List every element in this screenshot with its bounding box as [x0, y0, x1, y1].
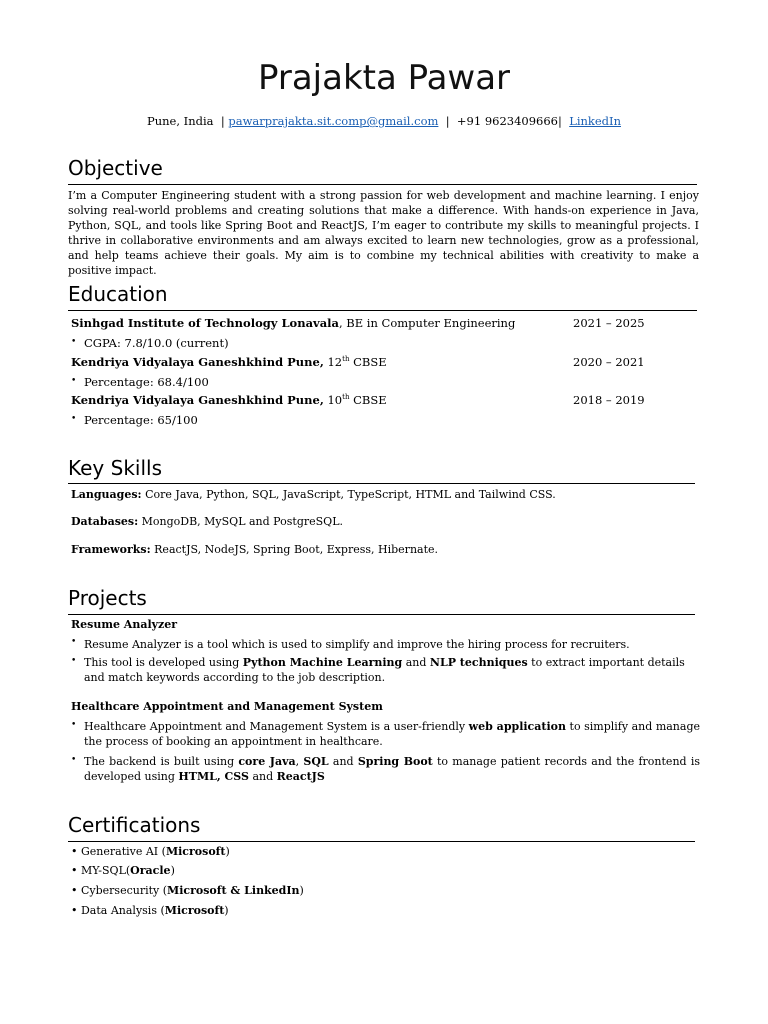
project-bullet: Resume Analyzer is a tool which is used to simplify and improve the hiring process for recruiters.	[84, 638, 630, 651]
bullet-icon: •	[71, 720, 77, 730]
text-bold: HTML, CSS	[178, 770, 249, 783]
degree-board: CBSE	[349, 393, 387, 407]
issuer: Microsoft	[164, 904, 225, 917]
education-heading: Education	[68, 282, 168, 306]
degree-board: CBSE	[349, 355, 387, 369]
education-detail: Percentage: 65/100	[84, 413, 198, 427]
school-name: Kendriya Vidyalaya Ganeshkhind Pune,	[71, 393, 324, 407]
phone: +91 9623409666|	[456, 114, 562, 128]
school-name: Kendriya Vidyalaya Ganeshkhind Pune,	[71, 355, 324, 369]
text-run: )	[170, 864, 175, 877]
project-bullet	[84, 754, 700, 784]
text-run: • MY-SQL(	[71, 864, 131, 877]
education-entry	[71, 393, 387, 407]
issuer: Microsoft	[165, 845, 226, 858]
text-bold: Python Machine Learning	[242, 656, 403, 669]
certification-item	[71, 864, 175, 877]
text-bold: core Java	[238, 755, 296, 768]
text-run: to extract important details and match keywords according to the job description.	[84, 656, 685, 684]
text-run: ,	[295, 755, 304, 768]
skill-label: Frameworks:	[71, 543, 151, 556]
location: Pune, India	[147, 114, 214, 128]
text-bold: web application	[468, 720, 566, 733]
education-entry	[71, 355, 387, 369]
skill-frameworks	[71, 543, 438, 556]
education-years: 2020 – 2021	[573, 355, 645, 369]
skills-heading: Key Skills	[68, 456, 162, 480]
project-bullet	[84, 719, 700, 749]
projects-heading: Projects	[68, 586, 147, 610]
text-run: to simplify and manage the process of booking an appointment in healthcare.	[84, 720, 701, 748]
project-title: Healthcare Appointment and Management System	[71, 700, 383, 713]
text-run: The backend is built using	[84, 755, 239, 768]
text-run: • Cybersecurity (	[71, 884, 168, 897]
degree: , BE in Computer Engineering	[339, 316, 516, 330]
bullet-icon: •	[71, 637, 77, 647]
section-divider	[68, 841, 695, 842]
separator: |	[220, 114, 225, 128]
certification-item	[71, 904, 229, 917]
section-divider	[68, 614, 695, 615]
skill-value: MongoDB, MySQL and PostgreSQL.	[138, 515, 343, 528]
bullet-icon: •	[71, 376, 77, 386]
text-bold: ReactJS	[276, 770, 325, 783]
project-bullet	[84, 655, 700, 685]
text-run: )	[224, 904, 229, 917]
bullet-icon: •	[71, 755, 77, 765]
project-title: Resume Analyzer	[71, 618, 178, 631]
issuer: Microsoft & LinkedIn	[167, 884, 300, 897]
education-entry	[71, 316, 515, 330]
text-bold: Spring Boot	[357, 755, 433, 768]
skill-value: Core Java, Python, SQL, JavaScript, TypeScript, HTML and Tailwind CSS.	[141, 488, 556, 501]
contact-line	[0, 114, 768, 128]
section-divider	[68, 310, 697, 311]
text-run: • Generative AI (	[71, 845, 166, 858]
education-detail: CGPA: 7.8/10.0 (current)	[84, 336, 229, 350]
text-run: and	[248, 770, 277, 783]
education-years: 2021 – 2025	[573, 316, 645, 330]
text-run: )	[225, 845, 230, 858]
text-bold: NLP techniques	[429, 656, 528, 669]
text-run: • Data Analysis (	[71, 904, 165, 917]
separator: |	[445, 114, 450, 128]
education-years: 2018 – 2019	[573, 393, 645, 407]
degree-superscript: th	[342, 355, 350, 364]
candidate-name: Prajakta Pawar	[257, 58, 511, 98]
skill-languages	[71, 488, 556, 501]
skill-label: Languages:	[71, 488, 142, 501]
degree-superscript: th	[342, 393, 350, 402]
skill-label: Databases:	[71, 515, 139, 528]
certification-item	[71, 884, 304, 897]
text-run: Healthcare Appointment and Management System is a user-friendly	[84, 720, 469, 733]
issuer: Oracle	[130, 864, 171, 877]
skill-databases	[71, 515, 343, 528]
degree: 12	[323, 355, 343, 369]
objective-heading: Objective	[68, 156, 163, 180]
bullet-icon: •	[71, 337, 77, 347]
objective-text: I’m a Computer Engineering student with a strong passion for web development and machine learning. I enjoy solving real-world problems and creating solutions that make a difference. With hands-on experience in Java, Python, SQL, and tools like Spring Boot and ReactJS, I’m eager to contribute my skills to meaningful projects. I thrive in collaborative environments and am always excited to learn new technologies, grow as a professional, and help teams achieve their goals. My aim is to combine my technical abilities with creativity to make a positive impact.	[68, 189, 699, 277]
education-detail: Percentage: 68.4/100	[84, 375, 209, 389]
text-bold: SQL	[303, 755, 329, 768]
text-run: This tool is developed using	[84, 656, 243, 669]
text-run: )	[299, 884, 304, 897]
bullet-icon: •	[71, 414, 77, 424]
linkedin-link[interactable]: LinkedIn	[569, 114, 621, 128]
school-name: Sinhgad Institute of Technology Lonavala	[71, 316, 339, 330]
text-run: to manage patient records and the frontend is developed using	[84, 755, 700, 783]
certifications-heading: Certifications	[68, 813, 201, 837]
email-link[interactable]: pawarprajakta.sit.comp@gmail.com	[228, 114, 439, 128]
section-divider	[68, 483, 695, 484]
skill-value: ReactJS, NodeJS, Spring Boot, Express, Hibernate.	[150, 543, 439, 556]
certification-item	[71, 845, 230, 858]
bullet-icon: •	[71, 656, 77, 666]
section-divider	[68, 184, 697, 185]
text-run: and	[328, 755, 358, 768]
text-run: and	[402, 656, 430, 669]
degree: 10	[323, 393, 343, 407]
